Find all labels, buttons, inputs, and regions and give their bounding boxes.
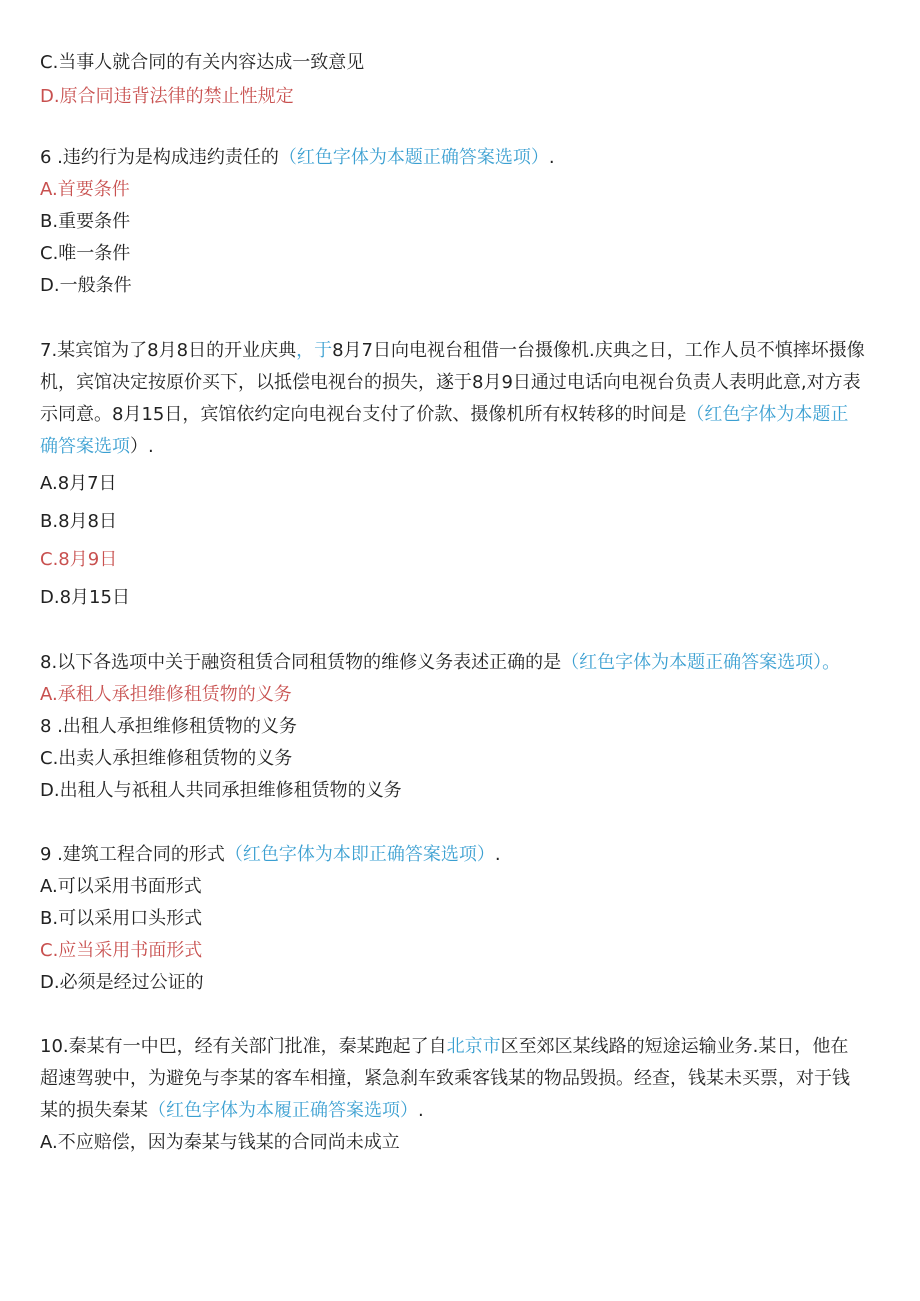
- q7-stem-line-3: [40, 403, 848, 427]
- q7-option-c-correct: C.8月9日: [40, 549, 118, 570]
- q7-option-d: D.8月15日: [40, 587, 130, 608]
- q10-line3a: 某的损失秦某: [40, 1100, 148, 1121]
- q6-hint: （红色字体为本题正确答案选项）: [278, 147, 549, 168]
- q10-line1c: 区至郊区某线路的短途运输业务.某日，他在: [500, 1036, 849, 1057]
- q10-stem-line-2: 超速驾驶中，为避免与李某的客车相撞，紧急刹车致乘客钱某的物品毁损。经查，钱某未买票，对于钱: [40, 1068, 850, 1089]
- q6-stem: 6 .违约行为是构成违约责任的: [40, 147, 279, 168]
- q7-stem-line-2: 机，宾馆决定按原价买下，以抵偿电视台的损失，遂于8月9日通过电话向电视台负责人表明此意,对方表: [40, 372, 861, 393]
- q10-option-a: A.不应赔偿，因为秦某与钱某的合同尚未成立: [40, 1132, 400, 1153]
- q10-hint: （红色字体为本履正确答案选项）: [148, 1100, 418, 1121]
- q9-stem-line: [40, 843, 501, 867]
- q8-stem-line: [40, 651, 840, 675]
- q7-option-a: A.8月7日: [40, 473, 117, 494]
- q5-option-c: C.当事人就合同的有关内容达成一致意见: [40, 52, 365, 73]
- q7-stem-line-1: [40, 339, 865, 363]
- q6-option-b: B.重要条件: [40, 211, 131, 232]
- q9-option-d: D.必须是经过公证的: [40, 972, 204, 993]
- q5-option-d-correct: D.原合同违背法律的禁止性规定: [40, 86, 294, 107]
- q8-option-b: 8 .出租人承担维修租赁物的义务: [40, 716, 297, 737]
- q7-line3a: 示同意。8月15日，宾馆依约定向电视台支付了价款、摄像机所有权转移的时间是: [40, 404, 687, 425]
- q8-option-a-correct: A.承租人承担维修租赁物的义务: [40, 684, 292, 705]
- q7-line1b: ，于: [296, 340, 333, 361]
- q7-line4b: ）.: [130, 436, 154, 457]
- q10-stem-line-3: [40, 1099, 424, 1123]
- q10-location-link[interactable]: 北京市: [446, 1036, 501, 1057]
- q8-option-c: C.出卖人承担维修租赁物的义务: [40, 748, 293, 769]
- q9-end: .: [494, 844, 501, 865]
- q6-end: .: [548, 147, 555, 168]
- q9-hint: （红色字体为本即正确答案选项）: [224, 844, 495, 865]
- q10-stem-line-1: [40, 1035, 848, 1059]
- q7-stem-line-4: [40, 435, 154, 459]
- q9-stem: 9 .建筑工程合同的形式: [40, 844, 225, 865]
- q7-line3b: （红色字体为本题正: [686, 404, 849, 425]
- q9-option-c-correct: C.应当采用书面形式: [40, 940, 203, 961]
- q7-line4a: 确答案选项: [40, 436, 130, 457]
- q6-option-d: D.一般条件: [40, 275, 132, 296]
- q8-option-d: D.出租人与祇租人共同承担维修租赁物的义务: [40, 780, 402, 801]
- q7-line1c: 8月7日向电视台租借一台摄像机.庆典之日，工作人员不慎摔坏摄像: [332, 340, 865, 361]
- q10-end: .: [418, 1100, 424, 1121]
- q6-stem-line: [40, 146, 555, 170]
- q10-line1a: 10.秦某有一中巴，经有关部门批准，秦某跑起了自: [40, 1036, 447, 1057]
- q9-option-a: A.可以采用书面形式: [40, 876, 202, 897]
- q6-option-c: C.唯一条件: [40, 243, 131, 264]
- q8-stem: 8.以下各选项中关于融资租赁合同租赁物的维修义务表述正确的是: [40, 652, 562, 673]
- q7-option-b: B.8月8日: [40, 511, 117, 532]
- q9-option-b: B.可以采用口头形式: [40, 908, 203, 929]
- q6-option-a-correct: A.首要条件: [40, 179, 130, 200]
- q8-hint: （红色字体为本题正确答案选项）。: [561, 652, 841, 673]
- q7-line1a: 7.某宾馆为了8月8日的开业庆典: [40, 340, 297, 361]
